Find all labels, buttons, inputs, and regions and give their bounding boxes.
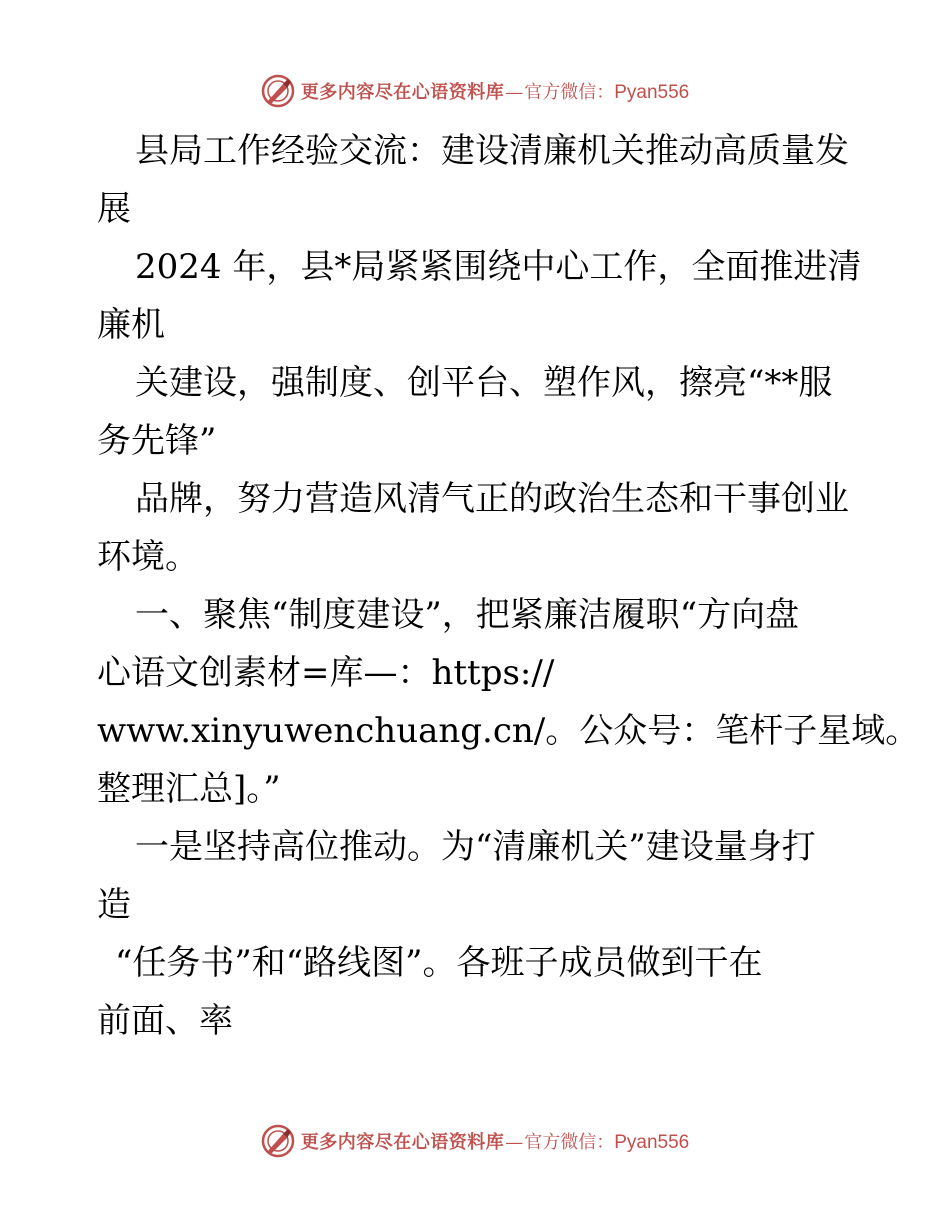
header-banner-slogan: 更多内容尽在心语资料库 bbox=[300, 82, 505, 103]
doc-line: 一、聚焦“制度建设”，把紧廉洁履职“方向盘 bbox=[135, 595, 800, 635]
doc-line: “任务书”和“路线图”。各班子成员做到干在 bbox=[115, 943, 763, 983]
footer-banner-text bbox=[301, 1128, 690, 1154]
footer-banner-slogan: 更多内容尽在心语资料库 bbox=[300, 1132, 505, 1153]
doc-line: 一是坚持高位推动。为“清廉机关”建设量身打 bbox=[135, 827, 816, 867]
pen-logo-icon bbox=[261, 74, 295, 108]
footer-banner-dash: — bbox=[505, 1132, 524, 1153]
header-wechat-label: 官方微信： bbox=[524, 82, 615, 103]
header-banner bbox=[0, 71, 950, 111]
doc-line: 环境。 bbox=[97, 537, 199, 577]
footer-wechat-label: 官方微信： bbox=[524, 1132, 615, 1153]
doc-line: 品牌，努力营造风清气正的政治生态和干事创业 bbox=[135, 479, 849, 519]
doc-line: 关建设，强制度、创平台、塑作风，擦亮“**服 bbox=[135, 363, 833, 403]
header-banner-dash: — bbox=[505, 82, 524, 103]
doc-line: 2024 年，县*局紧紧围绕中心工作，全面推进清 bbox=[135, 247, 862, 287]
footer-wechat-id: Pyan556 bbox=[614, 1132, 690, 1153]
doc-line: 县局工作经验交流：建设清廉机关推动高质量发 bbox=[135, 131, 849, 171]
footer-banner bbox=[0, 1121, 950, 1161]
document-body bbox=[97, 122, 920, 1050]
doc-line: 心语文创素材=库—：https:// bbox=[97, 653, 555, 693]
doc-line: 廉机 bbox=[97, 305, 165, 345]
header-banner-text bbox=[301, 78, 690, 104]
doc-line: 整理汇总]。” bbox=[97, 769, 281, 809]
doc-line: 造 bbox=[97, 885, 131, 925]
doc-line: 务先锋” bbox=[97, 421, 217, 461]
doc-line: 前面、率 bbox=[97, 1001, 233, 1041]
doc-line: 展 bbox=[97, 189, 131, 229]
doc-line: www.xinyuwenchuang.cn/。公众号：笔杆子星域。 bbox=[97, 711, 920, 751]
header-wechat-id: Pyan556 bbox=[614, 82, 690, 103]
pen-logo-icon bbox=[261, 1124, 295, 1158]
